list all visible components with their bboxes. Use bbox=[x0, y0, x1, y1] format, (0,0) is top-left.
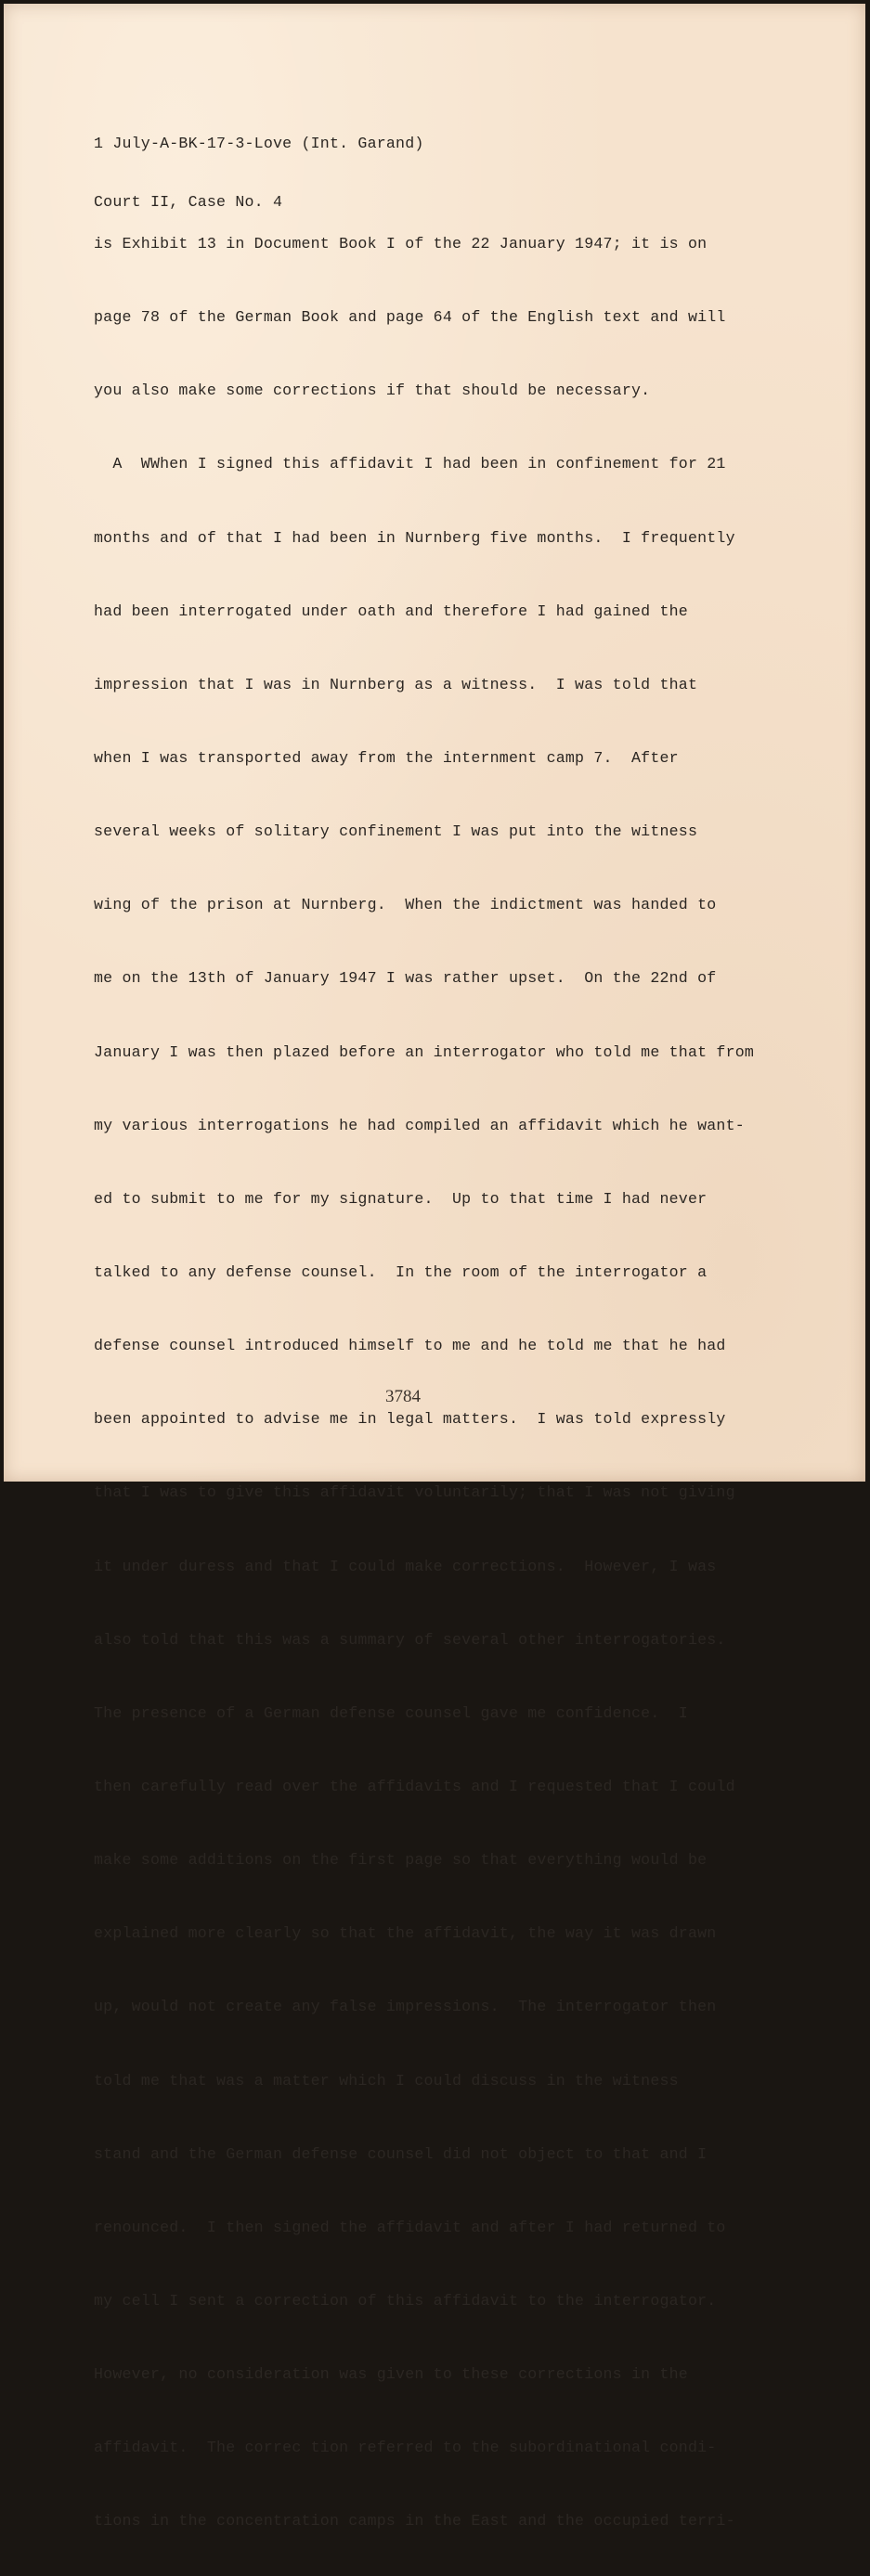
body-line: also told that this was a summary of several other interrogatories. bbox=[94, 1630, 726, 1649]
body-line: my cell I sent a correction of this affidavit to the interrogator. bbox=[94, 2291, 717, 2310]
header-case-reference: 1 July-A-BK-17-3-Love (Int. Garand) bbox=[94, 135, 424, 152]
body-line: explained more clearly so that the affidavit, the way it was drawn bbox=[94, 1924, 717, 1943]
body-line: had been interrogated under oath and therefore I had gained the bbox=[94, 602, 688, 620]
body-line: The presence of a German defense counsel gave me confidence. I bbox=[94, 1703, 688, 1722]
body-line: up, would not create any false impressions. The interrogator then bbox=[94, 1998, 717, 2016]
body-line: is Exhibit 13 in Document Book I of the 22 January 1947; it is on bbox=[94, 235, 708, 252]
body-line: me on the 13th of January 1947 I was rather upset. On the 22nd of bbox=[94, 969, 717, 988]
document-page bbox=[4, 4, 865, 2531]
body-line: months and of that I had been in Nurnberg five months. I frequently bbox=[94, 528, 735, 547]
body-line: defense counsel introduced himself to me and he told me that he had bbox=[94, 1337, 726, 1355]
page-number: 3784 bbox=[385, 1387, 421, 1406]
body-line: However, no consideration was given to these corrections in the bbox=[94, 2365, 688, 2384]
body-line: tions in the concentration camps in the East and the occupied terri- bbox=[94, 2512, 735, 2531]
transcript-body bbox=[94, 189, 754, 2576]
body-line: impression that I was in Nurnberg as a witness. I was told that bbox=[94, 675, 698, 693]
body-line: been appointed to advise me in legal matters. I was told expressly bbox=[94, 1410, 726, 1429]
body-line: then carefully read over the affidavits and I requested that I could bbox=[94, 1777, 735, 1795]
body-line: make some additions on the first page so that everything would be bbox=[94, 1851, 708, 1870]
body-line: you also make some corrections if that should be necessary. bbox=[94, 382, 651, 400]
body-line: stand and the German defense counsel did not object to that and I bbox=[94, 2144, 708, 2163]
body-line: January I was then plazed before an interrogator who told me that from bbox=[94, 1042, 755, 1061]
body-line: when I was transported away from the internment camp 7. After bbox=[94, 748, 679, 767]
body-line: my various interrogations he had compiled an affidavit which he want- bbox=[94, 1116, 745, 1134]
body-line: several weeks of solitary confinement I was put into the witness bbox=[94, 822, 698, 841]
body-line: told me that was a matter which I could discuss in the witness bbox=[94, 2071, 679, 2090]
body-line: it under duress and that I could make corrections. However, I was bbox=[94, 1557, 717, 1575]
header-court-case: Court II, Case No. 4 bbox=[94, 193, 283, 211]
body-line: A WWhen I signed this affidavit I had been in confinement for 21 bbox=[94, 455, 726, 473]
body-line: that I was to give this affidavit voluntarily; that I was not giving bbox=[94, 1483, 735, 1502]
body-line: wing of the prison at Nurnberg. When the indictment was handed to bbox=[94, 896, 717, 914]
body-line: affidavit. The correc tion referred to the subordinational condi- bbox=[94, 2439, 717, 2457]
body-line: ed to submit to me for my signature. Up to that time I had never bbox=[94, 1189, 708, 1208]
body-line: talked to any defense counsel. In the room of the interrogator a bbox=[94, 1262, 708, 1281]
body-line: renounced. I then signed the affidavit and after I had returned to bbox=[94, 2218, 726, 2236]
body-line: page 78 of the German Book and page 64 of the English text and will bbox=[94, 308, 726, 327]
